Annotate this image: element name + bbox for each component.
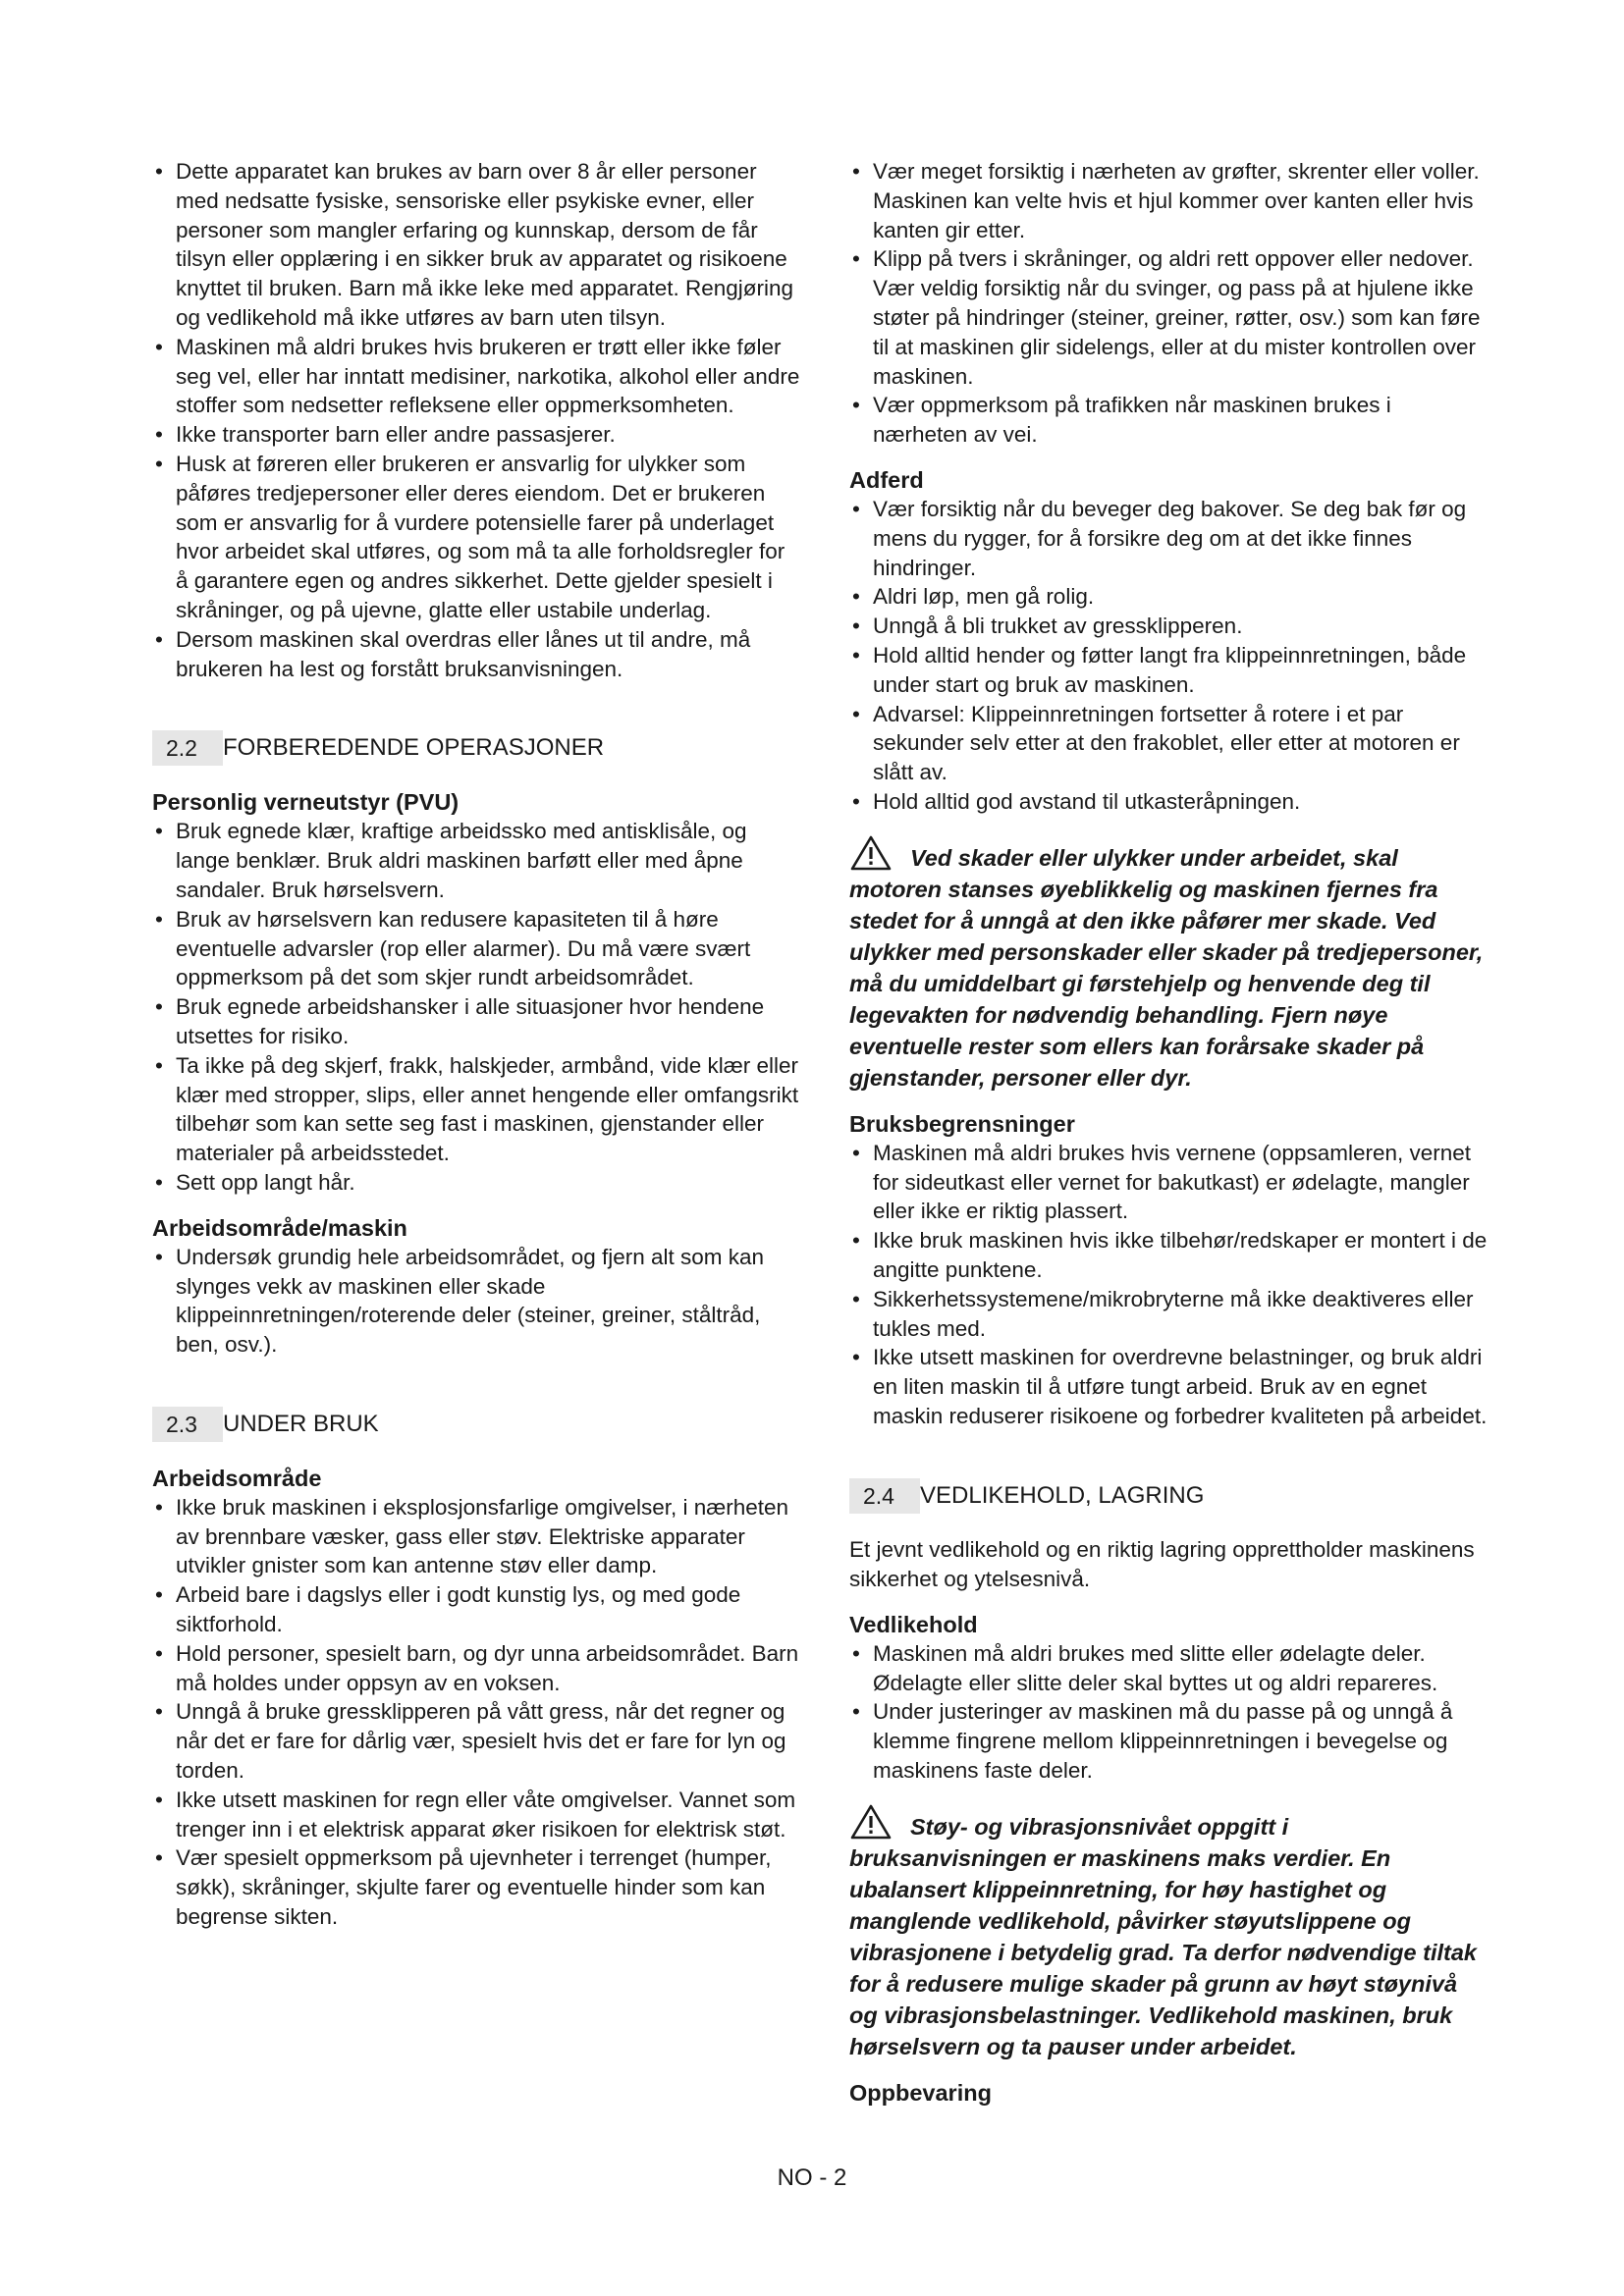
list-item: • Vær meget forsiktig i nærheten av grøfter, skrenter eller voller. Maskinen kan velte hvis et hjul kommer over kanten eller hvis kanten gir etter. [849, 157, 1488, 244]
pvu-heading: Personlig verneutstyr (PVU) [152, 789, 460, 816]
list-item: • Husk at føreren eller brukeren er ansvarlig for ulykker som påføres tredjepersoner eller deres eiendom. Det er brukeren som er ansvarlig for å vurdere potensielle farer på underlaget hvor arbeidet skal utføres, og som må ta alle forholdsregler for å garantere egen og andres sikkerhet. Dette gjelder spesielt i skråninger, og på ujevne, glatte eller ustabile underlag. [152, 450, 800, 625]
work-area-heading: Arbeidsområde [152, 1465, 322, 1491]
warning-text: Ved skader eller ulykker under arbeidet, skal motoren stanses øyeblikkelig og maskinen fjernes fra stedet for å unngå at den ikke påfører mer skade. Ved ulykker med personskader eller skader på tredjepersoner, må du umiddelbart gi førstehjelp og henvende deg til legevakten for nødvendig behandling. Fjern nøye eventuelle rester som ellers kan forårsake skader på gjenstander, personer eller dyr. [849, 844, 1484, 1091]
accident-warning [849, 834, 1488, 1094]
section-heading-2-2 [152, 730, 800, 766]
list-item: • Ikke utsett maskinen for overdrevne belastninger, og bruk aldri en liten maskin til å utføre tungt arbeid. Bruk av en egnet maskin reduserer risikoene og forbedrer kvaliteten på arbeidet. [849, 1343, 1488, 1430]
behaviour-bullet-list [849, 495, 1488, 817]
list-item: • Klipp på tvers i skråninger, og aldri rett oppover eller nedover. Vær veldig forsiktig når du svinger, og pass på at hjulene ikke støter på hindringer (steiner, greiner, røtter, osv.) som kan føre til at maskinen glir sidelengs, eller at du mister kontrollen over maskinen. [849, 244, 1488, 391]
list-item: • Unngå å bli trukket av gressklipperen. [849, 612, 1488, 641]
list-item: • Ta ikke på deg skjerf, frakk, halskjeder, armbånd, vide klær eller klær med stropper, slips, eller annet hengende eller omfangsrikt tilbehør som kan sette seg fast i maskinen, gjenstander eller materialer på arbeidsstedet. [152, 1051, 800, 1168]
warning-triangle-icon [849, 834, 893, 872]
list-item: • Maskinen må aldri brukes hvis brukeren er trøtt eller ikke føler seg vel, eller har inntatt medisiner, narkotika, alkohol eller andre stoffer som nedsetter refleksene eller oppmerksomheten. [152, 333, 800, 420]
list-item: • Hold personer, spesielt barn, og dyr unna arbeidsområdet. Barn må holdes under oppsyn av en voksen. [152, 1639, 800, 1698]
section-title: VEDLIKEHOLD, LAGRING [920, 1481, 1205, 1509]
usage-limits-heading: Bruksbegrensninger [849, 1110, 1075, 1137]
right-column [849, 157, 1488, 2108]
maintenance-heading: Vedlikehold [849, 1611, 978, 1637]
intro-bullet-list [152, 157, 800, 683]
list-item: • Vær spesielt oppmerksom på ujevnheter i terrenget (humper, søkk), skråninger, skjulte farer og eventuelle hinder som kan begrense sikten. [152, 1843, 800, 1931]
page-number: NO - 2 [777, 2164, 847, 2191]
section-heading-2-4 [849, 1478, 1488, 1514]
list-item: • Vær forsiktig når du beveger deg bakover. Se deg bak før og mens du rygger, for å forsikre deg om at det ikke finnes hindringer. [849, 495, 1488, 582]
section-heading-2-3 [152, 1407, 800, 1442]
list-item: • Advarsel: Klippeinnretningen fortsetter å rotere i et par sekunder selv etter at den frakoblet, eller etter at motoren er slått av. [849, 700, 1488, 787]
list-item: • Bruk egnede arbeidshansker i alle situasjoner hvor hendene utsettes for risiko. [152, 992, 800, 1051]
list-item: • Bruk av hørselsvern kan redusere kapasiteten til å høre eventuelle advarsler (rop eller alarmer). Du må være svært oppmerksom på det som skjer rundt arbeidsområdet. [152, 905, 800, 992]
list-item: • Unngå å bruke gressklipperen på vått gress, når det regner og når det er fare for dårlig vær, spesielt hvis det er fare for lyn og torden. [152, 1697, 800, 1785]
behaviour-heading: Adferd [849, 466, 924, 493]
list-item: • Ikke bruk maskinen i eksplosjonsfarlige omgivelser, i nærheten av brennbare væsker, gass eller støv. Elektriske apparater utvikler gnister som kan antenne støv eller damp. [152, 1493, 800, 1580]
noise-vibration-warning [849, 1803, 1488, 2062]
left-column [152, 157, 800, 1932]
list-item: • Dersom maskinen skal overdras eller lånes ut til andre, må brukeren ha lest og forstått bruksanvisningen. [152, 625, 800, 684]
maintenance-bullet-list [849, 1639, 1488, 1786]
warning-triangle-icon [849, 1803, 893, 1841]
list-item: • Sett opp langt hår. [152, 1168, 800, 1198]
list-item: • Ikke bruk maskinen hvis ikke tilbehør/redskaper er montert i de angitte punktene. [849, 1226, 1488, 1285]
list-item: • Dette apparatet kan brukes av barn over 8 år eller personer med nedsatte fysiske, sensoriske eller psykiske evner, eller personer som mangler erfaring og kunnskap, dersom de får tilsyn eller opplæring i en sikker bruk av apparatet og risikoene knyttet til bruken. Barn må ikke leke med apparatet. Rengjøring og vedlikehold må ikke utføres av barn uten tilsyn. [152, 157, 800, 333]
work-area-machine-heading: Arbeidsområde/maskin [152, 1214, 407, 1241]
list-item: • Arbeid bare i dagslys eller i godt kunstig lys, og med gode siktforhold. [152, 1580, 800, 1639]
list-item: • Under justeringer av maskinen må du passe på og unngå å klemme fingrene mellom klippeinnretningen i bevegelse og maskinens faste deler. [849, 1697, 1488, 1785]
section-number: 2.2 [152, 730, 223, 766]
section-title: FORBEREDENDE OPERASJONER [223, 734, 605, 762]
list-item: • Undersøk grundig hele arbeidsområdet, og fjern alt som kan slynges vekk av maskinen eller skade klippeinnretningen/roterende deler (steiner, greiner, ståltråd, ben, osv.). [152, 1243, 800, 1360]
during-use-bullet-list [152, 1493, 800, 1932]
list-item: • Bruk egnede klær, kraftige arbeidssko med antisklisåle, og lange benklær. Bruk aldri maskinen barføtt eller med åpne sandaler. Bruk hørselsvern. [152, 817, 800, 904]
list-item: • Hold alltid hender og føtter langt fra klippeinnretningen, både under start og bruk av maskinen. [849, 641, 1488, 700]
usage-limits-bullet-list [849, 1139, 1488, 1431]
list-item: • Vær oppmerksom på trafikken når maskinen brukes i nærheten av vei. [849, 391, 1488, 450]
pvu-bullet-list [152, 817, 800, 1197]
list-item: • Hold alltid god avstand til utkasteråpningen. [849, 787, 1488, 817]
list-item: • Aldri løp, men gå rolig. [849, 582, 1488, 612]
section-number: 2.3 [152, 1407, 223, 1442]
list-item: • Maskinen må aldri brukes med slitte eller ødelagte deler. Ødelagte eller slitte deler skal byttes ut og aldri repareres. [849, 1639, 1488, 1698]
terrain-bullet-list [849, 157, 1488, 450]
maintenance-intro: Et jevnt vedlikehold og en riktig lagring opprettholder maskinens sikkerhet og ytelsesnivå. [849, 1536, 1475, 1591]
storage-heading: Oppbevaring [849, 2079, 992, 2106]
work-area-bullet-list [152, 1243, 800, 1360]
section-number: 2.4 [849, 1478, 920, 1514]
list-item: • Ikke utsett maskinen for regn eller våte omgivelser. Vannet som trenger inn i et elektrisk apparat øker risikoen for elektrisk støt. [152, 1786, 800, 1844]
list-item: • Ikke transporter barn eller andre passasjerer. [152, 420, 800, 450]
list-item: • Maskinen må aldri brukes hvis vernene (oppsamleren, vernet for sideutkast eller vernet for bakutkast) er ødelagte, mangler eller ikke er riktig plassert. [849, 1139, 1488, 1226]
list-item: • Sikkerhetssystemene/mikrobryterne må ikke deaktiveres eller tukles med. [849, 1285, 1488, 1344]
warning-text: Støy- og vibrasjonsnivået oppgitt i bruksanvisningen er maskinens maks verdier. En ubalansert klippeinnretning, for høy hastighet og manglende vedlikehold, påvirker støyutslippene og vibrasjonene i betydelig grad. Ta derfor nødvendige tiltak for å redusere mulige skader på grunn av høyt støynivå og vibrasjonsbelastninger. Vedlikehold maskinen, bruk hørselsvern og ta pauser under arbeidet. [849, 1813, 1477, 2059]
section-title: UNDER BRUK [223, 1410, 379, 1437]
